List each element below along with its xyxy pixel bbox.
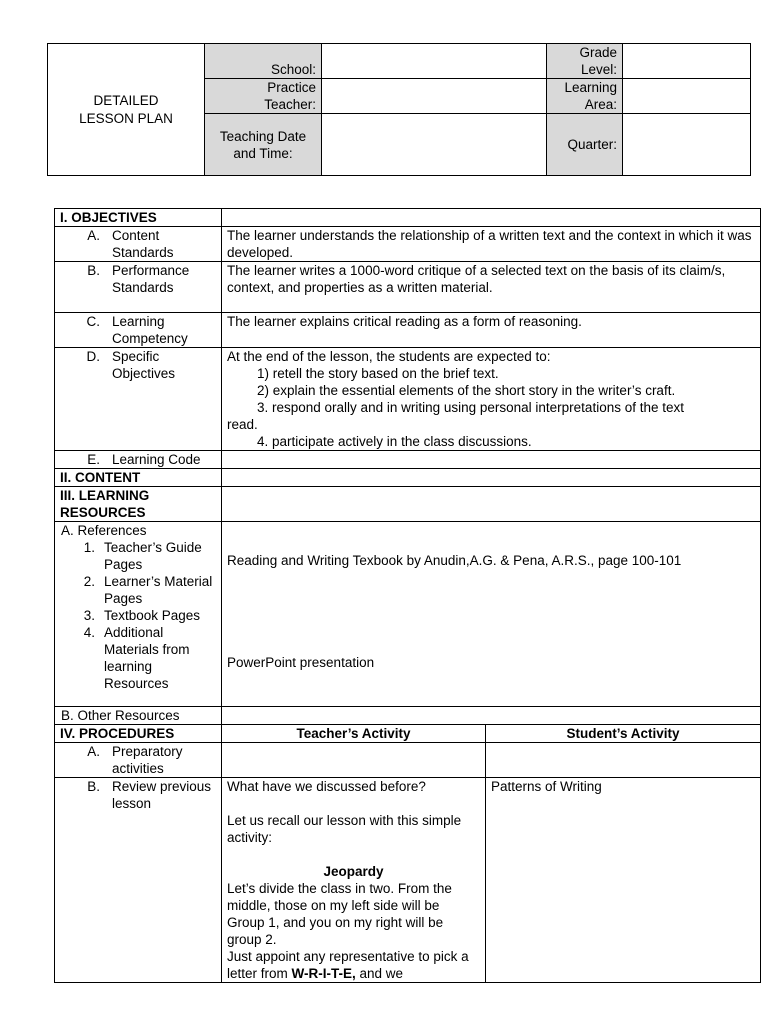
title-line-1: DETAILED bbox=[93, 92, 159, 108]
school-label-cell bbox=[205, 44, 322, 79]
quarter-label: Quarter: bbox=[567, 137, 617, 152]
content-standards-text: The learner understands the relationship of a written text and the context in which it was developed. bbox=[222, 227, 761, 262]
instruction-text: and we bbox=[355, 966, 404, 981]
row-letter: D. bbox=[86, 349, 100, 364]
reference-number: 1. bbox=[83, 540, 95, 555]
school-label: School: bbox=[270, 62, 316, 77]
reference-number: 2. bbox=[83, 574, 95, 589]
learning-resources-heading: III. LEARNING RESOURCES bbox=[55, 487, 222, 522]
lesson-plan-table bbox=[54, 208, 761, 983]
preparatory-activities-label bbox=[55, 743, 222, 778]
grade-label-cell bbox=[547, 44, 623, 79]
other-resources-label: B. Other Resources bbox=[55, 707, 222, 725]
other-resources-field[interactable] bbox=[222, 707, 761, 725]
practice-label-1: Practice bbox=[267, 80, 316, 95]
teaching-label-2: and Time: bbox=[233, 145, 293, 161]
learning-competency-label bbox=[55, 313, 222, 348]
row-letter: E. bbox=[87, 452, 100, 467]
reference-item bbox=[61, 573, 216, 607]
instruction-text: Just appoint any representative to pick a letter from bbox=[227, 949, 469, 981]
row-letter: A. bbox=[87, 744, 100, 759]
references-label: A. References bbox=[61, 523, 147, 538]
label-text: Review previous lesson bbox=[112, 779, 212, 811]
teaching-label-1: Teaching Date bbox=[219, 128, 307, 144]
review-question: What have we discussed before? bbox=[227, 779, 426, 794]
reference-item bbox=[61, 624, 216, 692]
grade-label-1: Grade bbox=[579, 45, 617, 60]
performance-standards-text bbox=[222, 262, 761, 313]
grade-field[interactable] bbox=[623, 44, 751, 79]
jeopardy-instructions-cont bbox=[227, 948, 480, 982]
content-heading: II. CONTENT bbox=[55, 469, 222, 487]
jeopardy-instructions: Let’s divide the class in two. From the middle, those on my left side will be Group 1, and you on my right will be group 2. bbox=[227, 881, 452, 947]
objective-item-continued: read. bbox=[227, 417, 258, 432]
reference-number: 3. bbox=[83, 608, 95, 623]
learning-label-2: Area: bbox=[584, 97, 617, 112]
row-letter: B. bbox=[87, 779, 100, 794]
references-label-cell bbox=[55, 522, 222, 707]
review-instruction: Let us recall our lesson with this simple activity: bbox=[227, 813, 462, 845]
procedures-heading: IV. PROCEDURES bbox=[55, 725, 222, 743]
learning-resources-field bbox=[222, 487, 761, 522]
row-letter: C. bbox=[86, 314, 100, 329]
content-field[interactable] bbox=[222, 469, 761, 487]
row-letter: B. bbox=[87, 263, 100, 278]
school-field[interactable] bbox=[322, 44, 547, 79]
learning-label-1: Learning bbox=[564, 80, 617, 95]
performance-text-2: context, and properties as a written material. bbox=[227, 280, 493, 295]
practice-label-2: Teacher: bbox=[264, 97, 316, 112]
reference-label: Additional Materials from learning Resources bbox=[104, 625, 190, 691]
reference-label: Teacher’s Guide Pages bbox=[104, 540, 202, 572]
student-activity-header: Student’s Activity bbox=[486, 725, 761, 743]
jeopardy-title: Jeopardy bbox=[323, 864, 384, 879]
grade-label-2: Level: bbox=[580, 62, 617, 77]
label-text: Performance Standards bbox=[112, 263, 190, 295]
preparatory-student-field[interactable] bbox=[486, 743, 761, 778]
practice-teacher-field[interactable] bbox=[322, 79, 547, 114]
label-text: Specific Objectives bbox=[112, 349, 176, 381]
objective-item: 2) explain the essential elements of the short story in the writer’s craft. bbox=[257, 383, 676, 398]
objectives-heading: I. OBJECTIVES bbox=[55, 209, 222, 227]
review-teacher-activity bbox=[222, 778, 486, 983]
practice-teacher-label-cell bbox=[205, 79, 322, 114]
reference-item bbox=[61, 539, 216, 573]
reference-number: 4. bbox=[83, 625, 95, 640]
reference-item bbox=[61, 607, 216, 624]
document-title bbox=[48, 44, 205, 176]
teaching-date-label-cell bbox=[205, 114, 322, 176]
learning-code-label bbox=[55, 451, 222, 469]
objective-item: 3. respond orally and in writing using personal interpretations of the text bbox=[257, 400, 684, 415]
quarter-label-cell bbox=[547, 114, 623, 176]
quarter-field[interactable] bbox=[623, 114, 751, 176]
objectives-heading-value bbox=[222, 209, 761, 227]
teaching-date-field[interactable] bbox=[322, 114, 547, 176]
learning-competency-text: The learner explains critical reading as a form of reasoning. bbox=[222, 313, 761, 348]
performance-text-1: The learner writes a 1000-word critique of a selected text on the basis of its claim/s, bbox=[227, 263, 726, 278]
label-text: Learning Code bbox=[112, 452, 201, 467]
references-text-cell bbox=[222, 522, 761, 707]
performance-standards-label bbox=[55, 262, 222, 313]
row-letter: A. bbox=[87, 228, 100, 243]
label-text: Content Standards bbox=[112, 228, 174, 260]
specific-objectives-label bbox=[55, 348, 222, 451]
preparatory-teacher-field[interactable] bbox=[222, 743, 486, 778]
review-lesson-label bbox=[55, 778, 222, 983]
objectives-intro: At the end of the lesson, the students are expected to: bbox=[227, 349, 551, 364]
content-standards-label bbox=[55, 227, 222, 262]
specific-objectives-text bbox=[222, 348, 761, 451]
additional-materials: PowerPoint presentation bbox=[227, 655, 375, 670]
learning-area-label-cell bbox=[547, 79, 623, 114]
objective-item: 1) retell the story based on the brief text. bbox=[257, 366, 499, 381]
learning-code-field[interactable] bbox=[222, 451, 761, 469]
reference-label: Textbook Pages bbox=[104, 608, 201, 623]
objective-item: 4. participate actively in the class discussions. bbox=[257, 434, 532, 449]
label-text: Preparatory activities bbox=[112, 744, 183, 776]
title-line-2: LESSON PLAN bbox=[79, 110, 173, 126]
review-student-activity: Patterns of Writing bbox=[486, 778, 761, 983]
write-letters: W-R-I-T-E, bbox=[291, 966, 356, 981]
label-text: Learning Competency bbox=[112, 314, 188, 346]
teacher-activity-header: Teacher’s Activity bbox=[222, 725, 486, 743]
textbook-reference: Reading and Writing Texbook by Anudin,A.G. & Pena, A.R.S., page 100-101 bbox=[227, 553, 682, 568]
learning-area-field[interactable] bbox=[623, 79, 751, 114]
lesson-plan-header-table bbox=[47, 43, 751, 176]
reference-label: Learner’s Material Pages bbox=[104, 574, 213, 606]
